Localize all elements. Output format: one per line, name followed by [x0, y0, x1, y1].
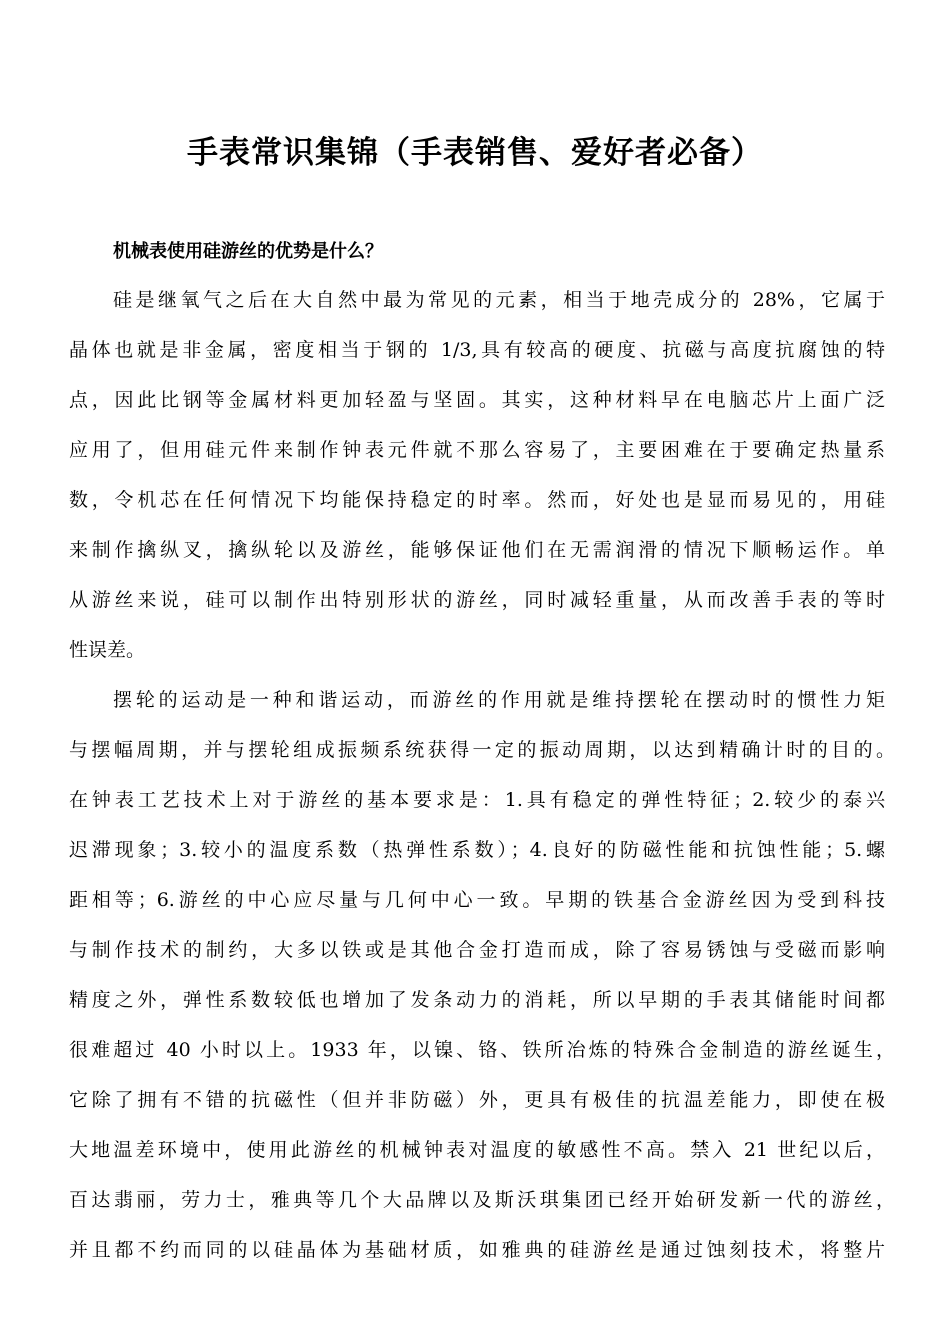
- paragraph-2-line: 在钟表工艺技术上对于游丝的基本要求是：1.具有稳定的弹性特征；2.较少的泰兴: [69, 789, 885, 811]
- paragraph-1-line: 从游丝来说，硅可以制作出特别形状的游丝，同时减轻重量，从而改善手表的等时: [69, 589, 885, 611]
- paragraph-2-line: 它除了拥有不错的抗磁性（但并非防磁）外，更具有极佳的抗温差能力，即使在极: [69, 1089, 885, 1111]
- document-title: 手表常识集锦（手表销售、爱好者必备）: [187, 135, 763, 171]
- paragraph-2-line: 精度之外，弹性系数较低也增加了发条动力的消耗，所以早期的手表其储能时间都: [69, 989, 885, 1011]
- paragraph-2-line: 与摆幅周期，并与摆轮组成振频系统获得一定的振动周期，以达到精确计时的目的。: [69, 739, 895, 761]
- paragraph-1-line: 点，因此比钢等金属材料更加轻盈与坚固。其实，这种材料早在电脑芯片上面广泛: [69, 389, 885, 411]
- paragraph-2-line: 百达翡丽，劳力士，雅典等几个大品牌以及斯沃琪集团已经开始研发新一代的游丝，: [69, 1189, 895, 1211]
- paragraph-2-line: 大地温差环境中，使用此游丝的机械钟表对温度的敏感性不高。禁入 21 世纪以后，: [69, 1139, 885, 1161]
- paragraph-2-line: 距相等；6.游丝的中心应尽量与几何中心一致。早期的铁基合金游丝因为受到科技: [69, 889, 885, 911]
- paragraph-1-line: 硅是继氧气之后在大自然中最为常见的元素，相当于地壳成分的 28%，它属于: [113, 289, 885, 311]
- paragraph-1-line: 晶体也就是非金属，密度相当于钢的 1/3,具有较高的硬度、抗磁与高度抗腐蚀的特: [69, 339, 885, 361]
- paragraph-2-line: 迟滞现象；3.较小的温度系数（热弹性系数）；4.良好的防磁性能和抗蚀性能；5.螺: [69, 839, 885, 861]
- paragraph-2-line: 摆轮的运动是一种和谐运动，而游丝的作用就是维持摆轮在摆动时的惯性力矩: [113, 689, 885, 711]
- paragraph-1-line: 来制作擒纵叉，擒纵轮以及游丝，能够保证他们在无需润滑的情况下顺畅运作。单: [69, 539, 885, 561]
- paragraph-1-line: 性误差。: [69, 639, 146, 661]
- paragraph-1-line: 应用了，但用硅元件来制作钟表元件就不那么容易了，主要困难在于要确定热量系: [69, 439, 885, 461]
- paragraph-2-line: 与制作技术的制约，大多以铁或是其他合金打造而成，除了容易锈蚀与受磁而影响: [69, 939, 885, 961]
- paragraph-2-line: 并且都不约而同的以硅晶体为基础材质，如雅典的硅游丝是通过蚀刻技术，将整片: [69, 1239, 885, 1261]
- paragraph-2-line: 很难超过 40 小时以上。1933 年，以镍、铬、铁所冶炼的特殊合金制造的游丝诞生，: [69, 1039, 895, 1061]
- section-heading: 机械表使用硅游丝的优势是什么？: [113, 241, 383, 262]
- paragraph-1-line: 数，令机芯在任何情况下均能保持稳定的时率。然而，好处也是显而易见的，用硅: [69, 489, 885, 511]
